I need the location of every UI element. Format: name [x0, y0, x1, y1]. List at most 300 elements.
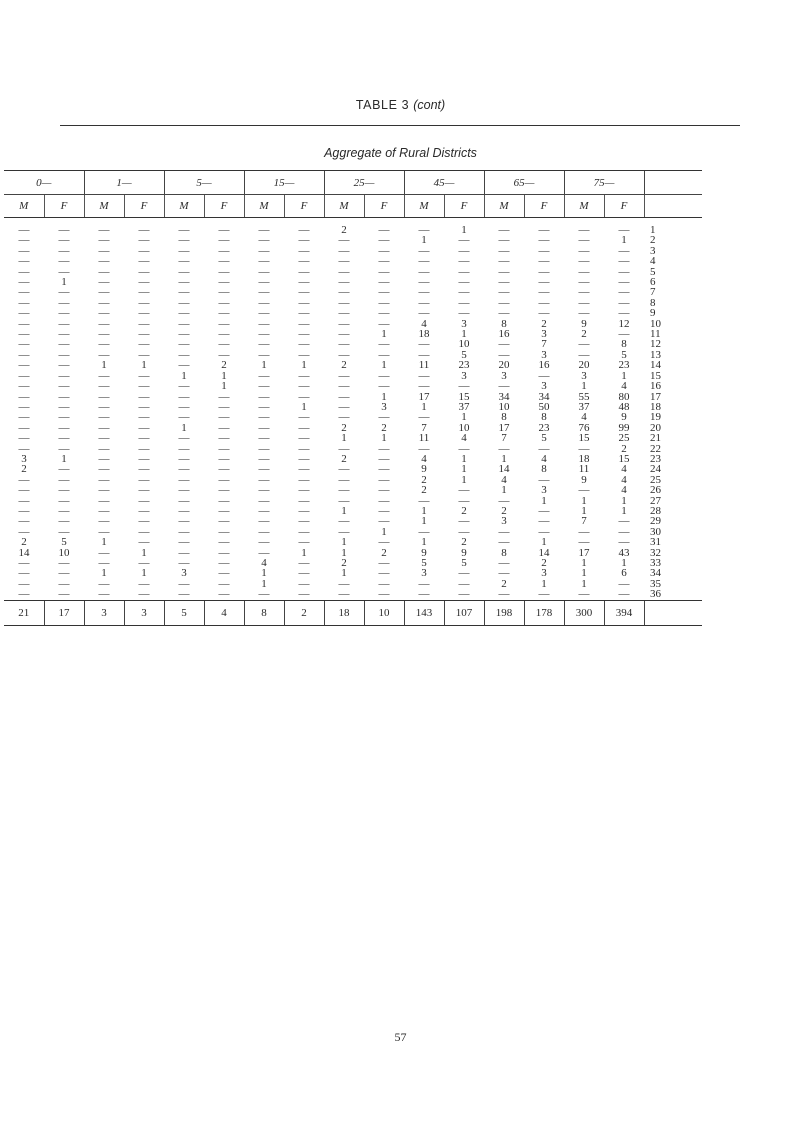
table-cell: 1: [581, 567, 587, 580]
table-cell: —: [298, 421, 310, 434]
table-cell: —: [218, 588, 230, 601]
table-cell: 1: [421, 515, 427, 528]
table-cell: —: [538, 296, 550, 309]
table-cell: 1: [341, 567, 347, 580]
table-cell: —: [578, 276, 590, 289]
table-cell: —: [218, 348, 230, 361]
table-cell: 1: [581, 577, 587, 590]
table-cell: —: [258, 328, 270, 341]
table-cell: —: [498, 442, 510, 455]
table-cell: —: [618, 328, 630, 341]
table-cell: 2: [461, 536, 467, 549]
table-cell: 1: [261, 359, 267, 372]
table-cell: —: [18, 369, 30, 382]
table-cell: 1: [381, 525, 387, 538]
table-cell: —: [218, 276, 230, 289]
table-cell: 16: [498, 328, 510, 341]
table-cell: 5: [61, 536, 67, 549]
table-cell: —: [258, 286, 270, 299]
table-title-label: TABLE 3: [355, 98, 410, 112]
table-cell: —: [18, 286, 30, 299]
age-label: 36: [650, 588, 661, 601]
table-cell: 17: [578, 546, 590, 559]
table-cell: 2: [21, 536, 27, 549]
table-cell: —: [218, 494, 230, 507]
table-cell: —: [538, 515, 550, 528]
table-cell: 4: [621, 463, 627, 476]
table-cell: —: [418, 276, 430, 289]
table-cell: 10: [458, 338, 470, 351]
sex-header: M: [84, 195, 124, 218]
table-cell: —: [258, 255, 270, 268]
age-label: 5: [650, 265, 656, 278]
table-cell: —: [138, 390, 150, 403]
table-cell: 23: [538, 421, 550, 434]
table-cell: —: [98, 463, 110, 476]
table-cell: —: [138, 504, 150, 517]
table-cell: —: [338, 442, 350, 455]
table-cell: —: [18, 588, 30, 601]
table-cell: —: [138, 338, 150, 351]
sex-header: F: [204, 195, 244, 218]
table-cell: 4: [621, 484, 627, 497]
table-cell: —: [538, 504, 550, 517]
table-cell: 3: [581, 369, 587, 382]
table-cell: —: [498, 557, 510, 569]
table-cell: —: [138, 276, 150, 289]
table-cell: —: [578, 338, 590, 351]
table-cell: —: [298, 255, 310, 268]
table-cell: —: [18, 400, 30, 413]
table-cell: —: [618, 286, 630, 299]
age-group-header: 45—: [404, 171, 484, 195]
table-cell: 3: [381, 400, 387, 413]
age-label: 26: [650, 484, 661, 497]
table-cell: 15: [618, 452, 630, 465]
age-label: 28: [650, 504, 661, 517]
table-cell: —: [458, 494, 470, 507]
table-cell: —: [178, 224, 190, 236]
table-row: [4, 485, 702, 495]
table-cell: —: [258, 421, 270, 434]
age-group-header-row: [4, 171, 702, 195]
total-cell: 178: [524, 600, 564, 625]
table-cell: 1: [541, 577, 547, 590]
table-cell: —: [378, 276, 390, 289]
table-cell: —: [258, 348, 270, 361]
table-cell: —: [578, 442, 590, 455]
table-cell: —: [498, 276, 510, 289]
table-cell: —: [18, 442, 30, 455]
table-cell: —: [18, 557, 30, 569]
table-cell: —: [578, 296, 590, 309]
table-cell: 7: [501, 432, 507, 445]
table-cell: —: [418, 255, 430, 268]
table-cell: —: [498, 588, 510, 601]
table-cell: —: [98, 557, 110, 569]
table-cell: —: [338, 380, 350, 393]
table-cell: —: [98, 515, 110, 528]
table-cell: —: [58, 390, 70, 403]
table-cell: —: [338, 234, 350, 247]
table-cell: —: [98, 494, 110, 507]
sex-header: M: [324, 195, 364, 218]
table-cell: 3: [501, 515, 507, 528]
table-cell: 9: [421, 463, 427, 476]
table-cell: —: [138, 234, 150, 247]
age-label: 1: [650, 224, 656, 236]
table-cell: —: [18, 224, 30, 236]
age-label: 12: [650, 338, 661, 351]
table-cell: 4: [421, 317, 427, 330]
table-cell: —: [258, 307, 270, 320]
sex-header: M: [244, 195, 284, 218]
table-cell: 1: [621, 494, 627, 507]
table-cell: 1: [301, 546, 307, 559]
table-cell: 2: [21, 463, 27, 476]
table-cell: 23: [458, 359, 470, 372]
table-cell: —: [18, 348, 30, 361]
total-cell: 21: [4, 600, 44, 625]
table-cell: —: [58, 286, 70, 299]
table-cell: —: [498, 234, 510, 247]
total-cell: 18: [324, 600, 364, 625]
table-cell: 4: [501, 473, 507, 486]
table-cell: —: [258, 536, 270, 549]
table-cell: —: [138, 557, 150, 569]
table-cell: —: [298, 224, 310, 236]
table-cell: —: [378, 380, 390, 393]
table-cell: —: [458, 255, 470, 268]
table-cell: —: [258, 244, 270, 257]
table-cell: —: [378, 442, 390, 455]
table-cell: —: [218, 463, 230, 476]
table-cell: —: [338, 328, 350, 341]
table-cell: —: [298, 515, 310, 528]
sex-header: F: [364, 195, 404, 218]
table-cell: —: [98, 473, 110, 486]
table-cell: 1: [461, 328, 467, 341]
table-cell: —: [138, 442, 150, 455]
table-cell: —: [338, 463, 350, 476]
table-cell: —: [58, 348, 70, 361]
table-cell: —: [378, 348, 390, 361]
table-cell: —: [378, 494, 390, 507]
table-cell: 3: [21, 452, 27, 465]
table-cell: 6: [621, 567, 627, 580]
table-cell: —: [98, 244, 110, 257]
table-cell: —: [98, 307, 110, 320]
table-cell: —: [298, 588, 310, 601]
age-label: 7: [650, 286, 656, 299]
table-cell: 11: [578, 463, 590, 476]
table-cell: —: [338, 577, 350, 590]
table-cell: —: [338, 473, 350, 486]
table-cell: —: [338, 265, 350, 278]
table-cell: —: [138, 411, 150, 424]
age-label: 3: [650, 244, 656, 257]
table-cell: —: [58, 296, 70, 309]
total-cell: 3: [84, 600, 124, 625]
table-cell: —: [98, 328, 110, 341]
table-cell: —: [378, 255, 390, 268]
table-cell: 10: [58, 546, 70, 559]
table-cell: —: [178, 577, 190, 590]
table-cell: —: [378, 484, 390, 497]
table-cell: 48: [618, 400, 630, 413]
table-cell: —: [298, 452, 310, 465]
table-cell: —: [538, 224, 550, 236]
age-group-header: 25—: [324, 171, 404, 195]
table-cell: —: [258, 380, 270, 393]
table-cell: —: [98, 484, 110, 497]
sex-header-blank: [644, 195, 702, 218]
table-cell: 20: [498, 359, 510, 372]
table-cell: 1: [581, 557, 587, 569]
table-cell: 14: [18, 546, 30, 559]
table-cell: —: [258, 473, 270, 486]
table-cell: —: [338, 307, 350, 320]
table-cell: —: [98, 546, 110, 559]
age-label: 10: [650, 317, 661, 330]
table-cell: —: [58, 588, 70, 601]
table-cell: 1: [541, 536, 547, 549]
table-cell: —: [178, 307, 190, 320]
table-cell: —: [18, 577, 30, 590]
age-label: 18: [650, 400, 661, 413]
table-cell: —: [298, 265, 310, 278]
table-cell: —: [58, 577, 70, 590]
table-cell: 1: [461, 411, 467, 424]
table-cell: —: [138, 328, 150, 341]
table-cell: —: [218, 473, 230, 486]
table-cell: 1: [541, 494, 547, 507]
table-cell: —: [258, 432, 270, 445]
table-cell: —: [338, 338, 350, 351]
age-group-header: 1—: [84, 171, 164, 195]
table-cell: —: [218, 452, 230, 465]
table-cell: —: [178, 463, 190, 476]
table-cell: —: [18, 338, 30, 351]
age-label: 27: [650, 494, 661, 507]
table-cell: 1: [501, 452, 507, 465]
table-cell: 1: [461, 473, 467, 486]
age-group-header: 0—: [4, 171, 84, 195]
table-cell: —: [178, 359, 190, 372]
table-cell: —: [498, 536, 510, 549]
table-cell: 8: [541, 463, 547, 476]
table-cell: —: [378, 317, 390, 330]
table-cell: 1: [381, 432, 387, 445]
table-cell: —: [458, 307, 470, 320]
table-cell: 4: [621, 380, 627, 393]
table-cell: —: [218, 390, 230, 403]
table-cell: 7: [421, 421, 427, 434]
table-cell: 1: [341, 546, 347, 559]
table-cell: 16: [538, 359, 550, 372]
table-cell: —: [178, 525, 190, 538]
table-cell: 5: [421, 557, 427, 569]
table-cell: —: [618, 515, 630, 528]
table-cell: 3: [541, 567, 547, 580]
table-cell: 2: [341, 452, 347, 465]
table-cell: —: [458, 265, 470, 278]
table-cell: —: [18, 276, 30, 289]
table-cell: 18: [418, 328, 430, 341]
table-cell: —: [178, 234, 190, 247]
table-cell: —: [338, 484, 350, 497]
age-label: 21: [650, 432, 661, 445]
table-cell: —: [538, 588, 550, 601]
table-cell: —: [298, 348, 310, 361]
table-cell: —: [258, 588, 270, 601]
table-cell: —: [18, 390, 30, 403]
table-cell: —: [298, 244, 310, 257]
table-cell: 1: [221, 380, 227, 393]
table-cell: —: [418, 224, 430, 236]
table-cell: 5: [541, 432, 547, 445]
table-cell: 1: [381, 390, 387, 403]
table-cell: —: [218, 224, 230, 236]
table-cell: —: [378, 369, 390, 382]
table-cell: —: [458, 244, 470, 257]
table-cell: 1: [421, 536, 427, 549]
table-cell: 11: [418, 359, 430, 372]
table-cell: 1: [261, 567, 267, 580]
total-blank: [644, 600, 702, 625]
table-cell: —: [298, 494, 310, 507]
table-cell: 1: [301, 359, 307, 372]
table-cell: 3: [421, 567, 427, 580]
table-container: [0, 170, 801, 626]
table-cell: —: [218, 328, 230, 341]
table-cell: 18: [578, 452, 590, 465]
table-cell: —: [578, 348, 590, 361]
table-cell: —: [578, 536, 590, 549]
table-cell: —: [138, 307, 150, 320]
age-label: 33: [650, 557, 661, 569]
table-title: [0, 98, 801, 112]
table-cell: 1: [581, 504, 587, 517]
table-cell: —: [18, 504, 30, 517]
table-cell: —: [58, 484, 70, 497]
table-cell: —: [258, 390, 270, 403]
table-cell: —: [538, 255, 550, 268]
age-label: 32: [650, 546, 661, 559]
age-label: 2: [650, 234, 656, 247]
table-cell: —: [178, 432, 190, 445]
table-cell: —: [58, 525, 70, 538]
age-label: 19: [650, 411, 661, 424]
table-cell: 1: [141, 546, 147, 559]
table-cell: 1: [421, 234, 427, 247]
table-cell: —: [138, 432, 150, 445]
table-cell: —: [138, 224, 150, 236]
table-cell: —: [58, 515, 70, 528]
table-subtitle: Aggregate of Rural Districts: [324, 146, 477, 160]
table-cell: —: [298, 504, 310, 517]
table-cell: —: [218, 255, 230, 268]
table-cell: —: [58, 411, 70, 424]
table-cell: —: [98, 432, 110, 445]
table-cell: —: [298, 484, 310, 497]
table-cell: —: [338, 276, 350, 289]
table-cell: 43: [618, 546, 630, 559]
sex-header: F: [444, 195, 484, 218]
table-cell: —: [498, 338, 510, 351]
table-cell: —: [378, 452, 390, 465]
table-cell: —: [98, 348, 110, 361]
table-cell: 1: [301, 400, 307, 413]
table-row: [4, 433, 702, 443]
table-cell: —: [458, 577, 470, 590]
table-cell: —: [498, 380, 510, 393]
table-cell: 17: [498, 421, 510, 434]
table-cell: —: [58, 317, 70, 330]
table-cell: —: [138, 400, 150, 413]
table-cell: 1: [621, 369, 627, 382]
table-cell: 11: [418, 432, 430, 445]
table-cell: —: [458, 515, 470, 528]
table-cell: —: [178, 515, 190, 528]
table-cell: —: [538, 442, 550, 455]
table-cell: —: [58, 432, 70, 445]
table-cell: —: [18, 328, 30, 341]
table-cell: —: [338, 348, 350, 361]
table-cell: —: [218, 557, 230, 569]
table-cell: —: [618, 255, 630, 268]
table-cell: —: [458, 525, 470, 538]
total-cell: 10: [364, 600, 404, 625]
total-cell: 2: [284, 600, 324, 625]
sex-header: F: [524, 195, 564, 218]
table-cell: —: [298, 307, 310, 320]
table-cell: —: [538, 234, 550, 247]
table-cell: —: [538, 286, 550, 299]
table-cell: —: [178, 411, 190, 424]
table-cell: —: [18, 265, 30, 278]
table-cell: —: [98, 265, 110, 278]
sex-header: F: [604, 195, 644, 218]
table-cell: —: [218, 296, 230, 309]
table-cell: —: [298, 463, 310, 476]
table-cell: 1: [341, 504, 347, 517]
table-cell: —: [258, 224, 270, 236]
total-cell: 198: [484, 600, 524, 625]
table-cell: —: [298, 390, 310, 403]
table-cell: —: [218, 536, 230, 549]
table-cell: 37: [578, 400, 590, 413]
table-cell: —: [18, 432, 30, 445]
table-cell: 3: [541, 380, 547, 393]
table-cell: —: [218, 515, 230, 528]
table-cell: 14: [498, 463, 510, 476]
table-cell: 1: [621, 234, 627, 247]
table-cell: —: [98, 276, 110, 289]
table-cell: —: [98, 525, 110, 538]
total-cell: 143: [404, 600, 444, 625]
table-cell: 8: [541, 411, 547, 424]
table-cell: —: [18, 234, 30, 247]
table-cell: —: [418, 369, 430, 382]
table-cell: —: [98, 338, 110, 351]
table-cell: —: [138, 296, 150, 309]
age-label: 35: [650, 577, 661, 590]
table-cell: —: [338, 525, 350, 538]
table-cell: —: [618, 276, 630, 289]
table-cell: —: [98, 421, 110, 434]
table-cell: —: [98, 296, 110, 309]
